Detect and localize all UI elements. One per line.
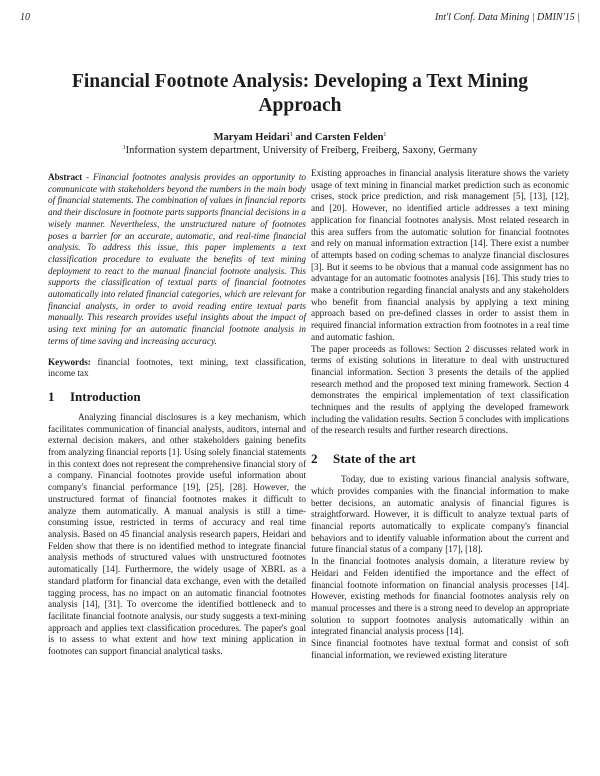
left-column <box>48 168 306 658</box>
abstract-text: - Financial footnotes analysis provides an opportunity to communicate with stakeholders beyond the numbers in the main body of financial statements. The combination of values in financial reports and their disclosure in footnote parts supports financial decisions in a wisely manner. Nevertheless, the unstructured nature of footnotes poses a barrier for an accurate, automatic, and real-time financial analysis. To address this issue, this paper implements a text classification procedure to evaluate the benefits of text mining deployment to react to the manual financial footnote analysis. This supports the classification of textual parts of financial footnotes automatically into related financial categories, which are relevant for financial analysts, in order to avoid reading entire textual parts manually. This research provides useful insights about the impact of using text mining for an automatic financial footnote analysis in terms of time saving and increasing accuracy. <box>48 172 306 346</box>
right-column <box>311 168 569 661</box>
paragraph: Existing approaches in financial analysis literature shows the variety usage of text mining in financial market prediction such as economic crises, stock price prediction, and risk management [5], [13], [12], and [20]. However, no identified article addresses a text mining application for financial footnotes analysis. Most related research in this area suffers from the automatic solution for financial footnotes and rely on manual information extraction [14]. There exist a number of attempts based on coding schemas to analyze financial disclosures [3]. But it seems to be obvious that a manual code assignment has no advantage for an automatic footnotes analysis [16]. This study tries to make a contribution regarding financial analysts and any stakeholders who benefit from financial analysis by applying a text mining approach based on pre-defined classes in order to assist them in required financial information extraction from footnotes in a real time and automatic fashion. <box>311 168 569 342</box>
paper-title: Financial Footnote Analysis: Developing a Text Mining Approach <box>71 71 529 116</box>
section-title: State of the art <box>333 451 416 467</box>
affiliation <box>30 142 570 157</box>
keywords-label: Keywords: <box>48 356 91 367</box>
author-affiliation-mark: 1 <box>383 132 387 138</box>
running-title: Int'l Conf. Data Mining | DMIN'15 | <box>434 12 580 23</box>
keywords-text: financial footnotes, text mining, text classification, income tax <box>48 356 306 379</box>
paragraph: The paper proceeds as follows: Section 2 discusses related work in terms of existing solutions in literature to deal with unstructured financial information. Section 3 presents the details of the applied research method and the proposed text mining framework. Section 4 demonstrates the empirical implementation of text classification techniques and the results of applying the developed framework including the validation results. Section 5 concludes with implications of the research results and further research directions. <box>311 343 569 436</box>
paragraph: In the financial footnotes analysis domain, a literature review by Heidari and Felden identified the importance and the effect of financial footnote information on financial analysis processes [14]. However, existing methods for financial footnotes analysis rely on manual processes and there is a strong need to develop an appropriate solution to support footnotes analysis automatically within an integrated financial analysis process [14]. <box>311 556 569 637</box>
affiliation-mark: 1 <box>122 145 126 151</box>
section-number: 1 <box>48 388 55 404</box>
affiliation-text: Information system department, University of Freiberg, Freiberg, Saxony, Germany <box>125 145 478 156</box>
author-name: Maryam Heidari <box>213 132 290 143</box>
section-number: 2 <box>311 451 318 467</box>
keywords <box>48 357 306 380</box>
abstract-label: Abstract <box>48 172 83 182</box>
running-header <box>20 12 580 26</box>
paragraph: Analyzing financial disclosures is a key mechanism, which facilitates communication of financial analysts, auditors, internal and external decision makers, and other stakeholders gaining benefits from analyzing financial reports [1]. Using solely financial statements in this context does not represent the comprehensive financial story of a company. Financial footnotes provide useful information about company's financial performance [19], [25], [28]. However, the unstructured format of financial footnotes makes it difficult to analyze them automatically. A manual analysis is still a time-consuming issue, restricted in terms of accuracy and real time analysis. Based on 45 financial analysis research papers, Heidari and Felden show that there is no identified method to integrate financial analysis methods of structured values with unstructured footnotes automatically [14]. Furthermore, the widely usage of XBRL as a standard platform for financial data exchange, even with the detailed tagging process, has no impact on an automatic financial footnotes analysis [14], [31]. To overcome the identified bottleneck and to facilitate financial footnote analysis, our study suggests a text-mining approach and applies text classification procedures. The paper's goal is to assess to what extent and how text mining application in footnotes can support financial analytical tasks. <box>48 411 306 657</box>
paragraph: Today, due to existing various financial analysis software, which provides companies with the financial information to make better decisions, an automatic analysis of financial figures is straightforward. However, it is difficult to analyze textual parts of financial reports automatically to explicate company's financial behaviors and to identify valuable information about the current and future financial status of a company [17], [18]. <box>311 474 569 555</box>
author-joiner: and <box>292 132 315 143</box>
abstract <box>48 172 306 348</box>
author-name: Carsten Felden <box>314 132 384 143</box>
paragraph: Since financial footnotes have textual format and consist of soft financial information, we reviewed existing literature <box>311 638 569 660</box>
page-number: 10 <box>20 12 30 23</box>
author-affiliation-mark: 1 <box>289 132 293 138</box>
section-heading-introduction <box>48 389 306 405</box>
section-heading-state-of-the-art <box>311 451 569 467</box>
section-title: Introduction <box>70 388 141 404</box>
